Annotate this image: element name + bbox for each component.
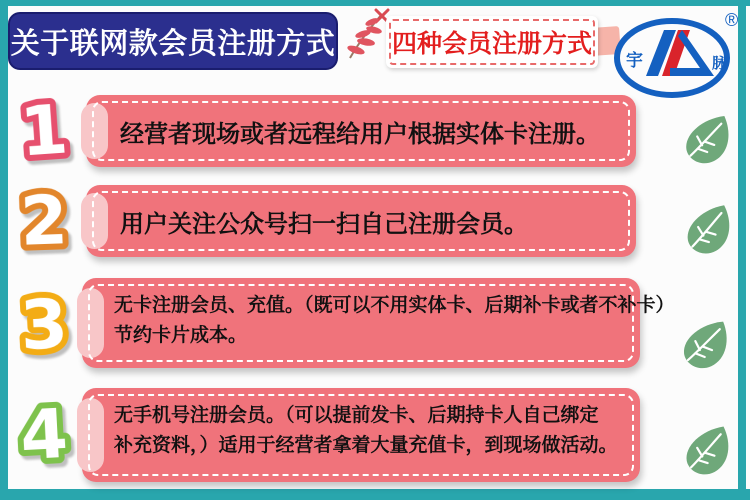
item-4-line-1: 无手机号注册会员。（可以提前发卡、后期持卡人自己绑定 (114, 405, 599, 426)
svg-text:3: 3 (18, 284, 70, 367)
subtitle-box (386, 16, 598, 68)
svg-text:1: 1 (17, 90, 71, 173)
item-2-content (86, 185, 636, 257)
number-3-badge (11, 280, 77, 369)
number-1-badge (10, 86, 78, 176)
brand-logo (612, 8, 744, 100)
subtitle-text: 四种会员注册方式 (391, 30, 592, 58)
title-banner (8, 12, 338, 70)
item-2-line-1: 用户关注公众号扫一扫自己注册会员。 (120, 210, 528, 238)
item-1-content (86, 95, 636, 167)
leaf-icon (680, 421, 735, 480)
svg-text:2: 2 (18, 181, 70, 262)
page-title: 关于联网款会员注册方式 (10, 27, 336, 60)
leaf-icon (682, 200, 737, 258)
item-3-line-1: 无卡注册会员、充值。（既可以不用实体卡、后期补卡或者不补卡） (114, 295, 675, 316)
item-4-content (82, 388, 640, 462)
frame-bottom-bar (0, 489, 750, 500)
item-3-line-2: 节约卡片成本。 (114, 325, 248, 347)
logo-left-char: 宇 (626, 51, 643, 70)
registered-mark: ® (725, 10, 739, 30)
number-4-badge (11, 390, 77, 479)
item-box-1 (86, 95, 636, 167)
frame-left-strip (0, 0, 8, 500)
subtitle-area (386, 16, 598, 68)
item-1-line-1: 经营者现场或者远程给用户根据实体卡注册。 (120, 120, 600, 148)
svg-text:4: 4 (18, 394, 70, 477)
item-box-4 (82, 388, 640, 482)
item-box-2 (86, 185, 636, 257)
leaf-icon (677, 313, 736, 375)
item-3-content (82, 278, 675, 352)
item-4-line-2: 补充资料，）适用于经营者拿着大量充值卡，到现场做活动。 (114, 435, 618, 457)
logo-right-char: 脉 (712, 55, 728, 72)
leaf-icon (679, 109, 736, 169)
number-2-badge (12, 177, 77, 265)
item-box-3 (82, 278, 675, 368)
